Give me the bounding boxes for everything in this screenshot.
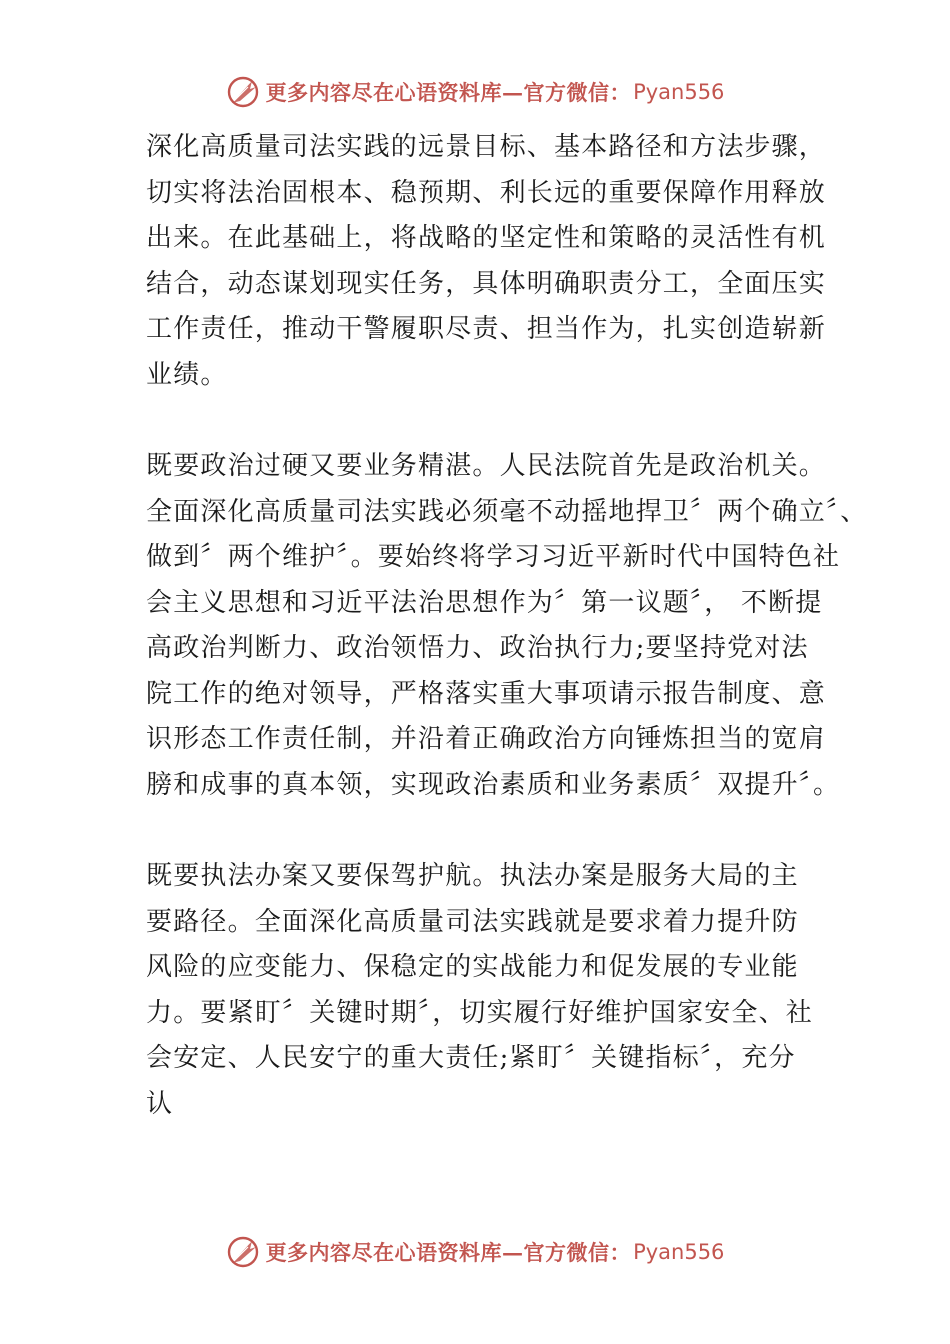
text-line: 工作责任，推动干警履职尽责、担当作为，扎实创造崭新 [146, 314, 827, 344]
text-line: 力。要紧盯〞关键时期〞，切实履行好维护国家安全、社 [146, 997, 814, 1028]
paragraph-2 [146, 444, 868, 808]
text-line: 深化高质量司法实践的远景目标、基本路径和方法步骤， [146, 132, 827, 162]
text-line: 识形态工作责任制，并沿着正确政治方向锤炼担当的宽肩 [146, 724, 827, 754]
footer-wechat-id: Pyan556 [633, 1240, 725, 1264]
text-line: 膀和成事的真本领，实现政治素质和业务素质〞双提升〞。 [146, 769, 841, 800]
text-line: 全面深化高质量司法实践必须毫不动摇地捍卫〞两个确立〞、 [146, 496, 868, 527]
text-line: 既要政治过硬又要业务精湛。人民法院首先是政治机关。 [146, 451, 827, 481]
text-line: 认 [146, 1088, 174, 1119]
header-banner [0, 72, 950, 112]
footer-promo-text: 更多内容尽在心语资料库—官方微信： [265, 1240, 632, 1265]
footer-banner [0, 1232, 950, 1272]
quill-logo-icon [226, 75, 260, 109]
paragraph-3 [146, 854, 846, 1127]
text-line: 既要执法办案又要保驾护航。执法办案是服务大局的主 [146, 861, 799, 891]
text-line: 做到〞两个维护〞。要始终将学习习近平新时代中国特色社 [146, 542, 841, 572]
text-line: 结合，动态谋划现实任务，具体明确职责分工，全面压实 [146, 268, 827, 299]
text-line: 要路径。全面深化高质量司法实践就是要求着力提升防 [146, 906, 799, 937]
text-line: 切实将法治固根本、稳预期、利长远的重要保障作用释放 [146, 177, 827, 208]
text-line: 出来。在此基础上，将战略的坚定性和策略的灵活性有机 [146, 223, 827, 253]
paragraph-1 [146, 125, 846, 398]
header-promo-text: 更多内容尽在心语资料库—官方微信： [265, 80, 632, 105]
document-body [146, 125, 868, 1173]
text-line: 风险的应变能力、保稳定的实战能力和促发展的专业能 [146, 952, 799, 982]
text-line: 业绩。 [146, 359, 228, 390]
text-line: 会安定、人民安宁的重大责任;紧盯〞关键指标〞，充分 [146, 1043, 796, 1073]
text-line: 高政治判断力、政治领悟力、政治执行力;要坚持党对法 [146, 633, 809, 663]
text-line: 会主义思想和习近平法治思想作为〞第一议题〞， 不断提 [146, 587, 823, 618]
text-line: 院工作的绝对领导，严格落实重大事项请示报告制度、意 [146, 678, 827, 709]
quill-logo-icon [226, 1235, 260, 1269]
header-wechat-id: Pyan556 [633, 80, 725, 104]
